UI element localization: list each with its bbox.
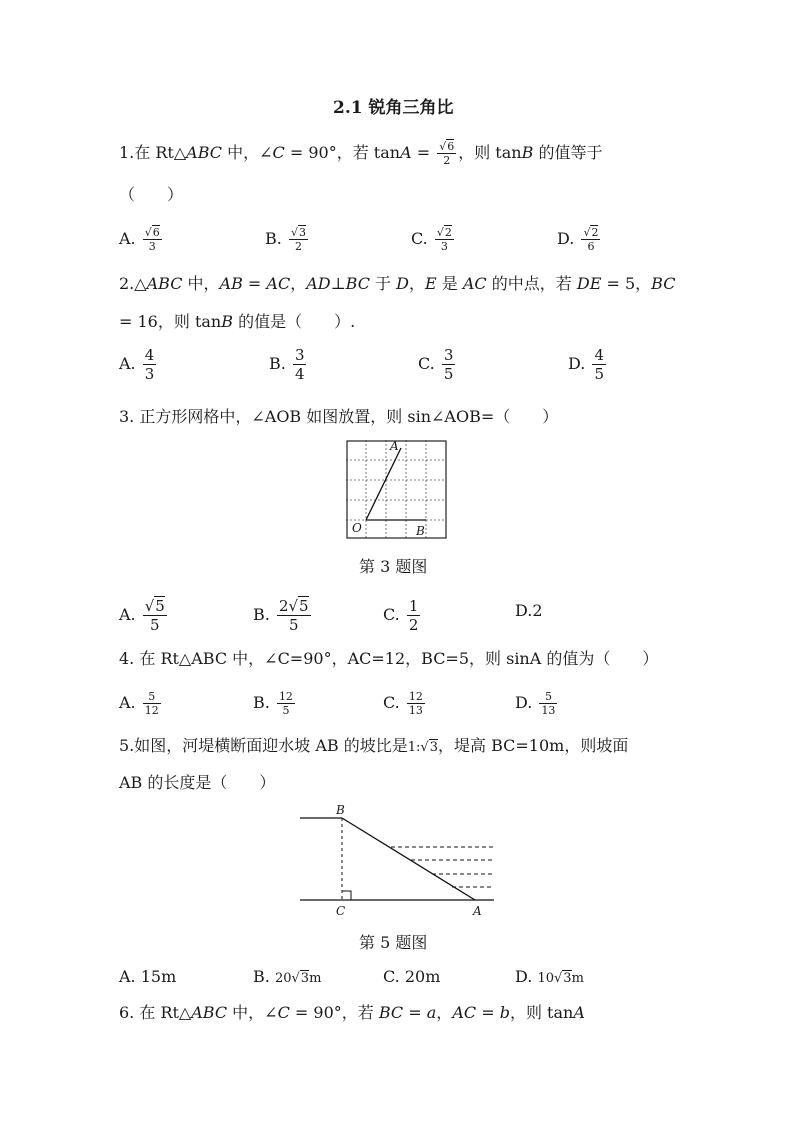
q3-grid-figure	[346, 440, 448, 540]
question-5-cont: AB 的长度是（ ）	[119, 773, 276, 792]
q1-text: ，则 tan	[458, 143, 522, 162]
q5-caption: 第 5 题图	[359, 933, 428, 952]
question-3: 3. 正方形网格中，∠AOB 如图放置，则 sin∠AOB=（ ）	[119, 407, 559, 426]
q2-option-b[interactable]: B. $\frac{3}{4}$	[269, 346, 305, 383]
q1-text: 中，∠	[222, 143, 273, 162]
q4-option-a[interactable]: A. $\frac{5}{12}$	[119, 690, 159, 717]
question-2-cont: = 16，则 tanB 的值是（ ）.	[119, 312, 356, 331]
q4-option-c[interactable]: C. $\frac{12}{13}$	[383, 690, 423, 717]
q5-option-d[interactable]: D. 10√3m	[515, 967, 584, 986]
q1-option-a[interactable]: A. $\frac{√6}{3}$	[119, 226, 160, 253]
q1-option-b[interactable]: B. $\frac{√3}{2}$	[265, 226, 306, 253]
page-title: 2.1 锐角三角比	[333, 98, 454, 118]
q1-var: ABC	[186, 143, 222, 162]
q3-label-b: B	[416, 524, 425, 538]
q2-option-d[interactable]: D. $\frac{4}{5}$	[568, 346, 604, 383]
q5-option-c[interactable]: C. 20m	[383, 967, 441, 986]
q3-ray-oa	[366, 448, 401, 520]
q3-option-b[interactable]: B. $\frac{2√5}{5}$	[253, 597, 309, 634]
q2-option-c[interactable]: C. $\frac{3}{5}$	[418, 346, 454, 383]
q1-var: A	[400, 143, 412, 162]
q5-option-a[interactable]: A. 15m	[119, 967, 177, 986]
q1-option-c[interactable]: C. $\frac{√2}{3}$	[411, 226, 452, 253]
question-1	[119, 140, 602, 167]
q1-text: 的值等于	[533, 143, 603, 162]
question-5: 5.如图，河堤横断面迎水坡 AB 的坡比是1:√3，堤高 BC=10m，则坡面	[119, 736, 629, 755]
question-4: 4. 在 Rt△ABC 中，∠C=90°，AC=12，BC=5，则 sinA 的值为（ ）	[119, 649, 659, 668]
q3-label-o: O	[352, 521, 362, 535]
q5-option-b[interactable]: B. 20√3m	[253, 967, 322, 986]
q1-text: 1.在 Rt△	[119, 143, 187, 162]
q1-option-d[interactable]: D. $\frac{√2}{6}$	[557, 226, 599, 253]
q2-option-a[interactable]: A. $\frac{4}{3}$	[119, 346, 155, 383]
q5-label-b: B	[336, 803, 345, 817]
q4-option-b[interactable]: B. $\frac{12}{5}$	[253, 690, 293, 717]
q4-option-d[interactable]: D. $\frac{5}{13}$	[515, 690, 556, 717]
q1-text: = 90°，若 tan	[284, 143, 401, 162]
q3-option-c[interactable]: C. $\frac{1}{2}$	[383, 597, 419, 634]
q1-answer-paren: （ ）	[119, 185, 184, 204]
q5-slope-ab	[342, 818, 475, 900]
q1-var: C	[272, 143, 285, 162]
question-6: 6. 在 Rt△ABC 中，∠C = 90°，若 BC = a，AC = b，则 tanA	[119, 1003, 585, 1022]
q3-label-a: A	[390, 440, 399, 453]
question-2: 2.△ABC 中，AB = AC，AD⊥BC 于 D，E 是 AC 的中点，若 DE = 5，BC	[119, 274, 676, 293]
q5-label-a: A	[473, 904, 482, 918]
q1-var: B	[521, 143, 534, 162]
q1-text: =	[411, 143, 436, 162]
q1-fraction: $\frac{√6}{2}$	[439, 140, 455, 167]
q3-option-d[interactable]: D.2	[515, 601, 543, 620]
q3-option-a[interactable]: A. $\frac{√5}{5}$	[119, 597, 165, 634]
q3-caption: 第 3 题图	[359, 557, 428, 576]
q5-label-c: C	[336, 904, 346, 918]
q5-slope-figure	[298, 802, 498, 922]
